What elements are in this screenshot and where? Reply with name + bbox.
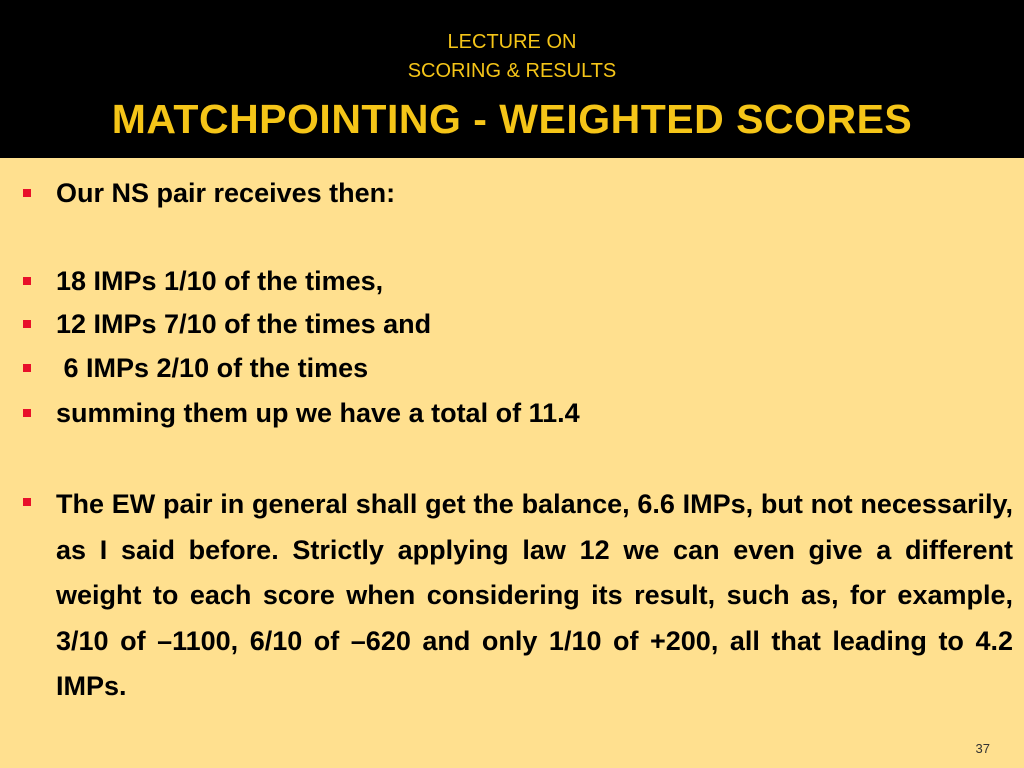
square-bullet-icon xyxy=(23,409,31,417)
bullet-text: Our NS pair receives then: xyxy=(56,178,396,208)
square-bullet-icon xyxy=(23,277,31,285)
bullet-text: 18 IMPs 1/10 of the times, xyxy=(56,266,384,296)
square-bullet-icon xyxy=(23,189,31,197)
bullet-text: summing them up we have a total of 11.4 xyxy=(56,398,580,428)
bullet-text: 12 IMPs 7/10 of the times and xyxy=(56,309,432,339)
square-bullet-icon xyxy=(23,498,31,506)
square-bullet-icon xyxy=(23,364,31,372)
bullet-paragraph: The EW pair in general shall get the balance, 6.6 IMPs, but not necessarily, as I said before. Strictly applying law 12 we can even give a different weight to each score when considering its result, such as, for example, 3/10 of –1100, 6/10 of –620 and only 1/10 of +200, all that leading to 4.2 IMPs. xyxy=(56,489,1013,701)
slide-title: MATCHPOINTING - WEIGHTED SCORES xyxy=(111,96,913,142)
square-bullet-icon xyxy=(23,320,31,328)
bullet-text: 6 IMPs 2/10 of the times xyxy=(56,353,369,383)
page-number: 37 xyxy=(975,741,990,756)
slide-header xyxy=(0,0,1024,158)
lecture-subtitle-line-2: SCORING & RESULTS xyxy=(407,60,617,82)
lecture-subtitle-line-1: LECTURE ON xyxy=(447,31,577,53)
